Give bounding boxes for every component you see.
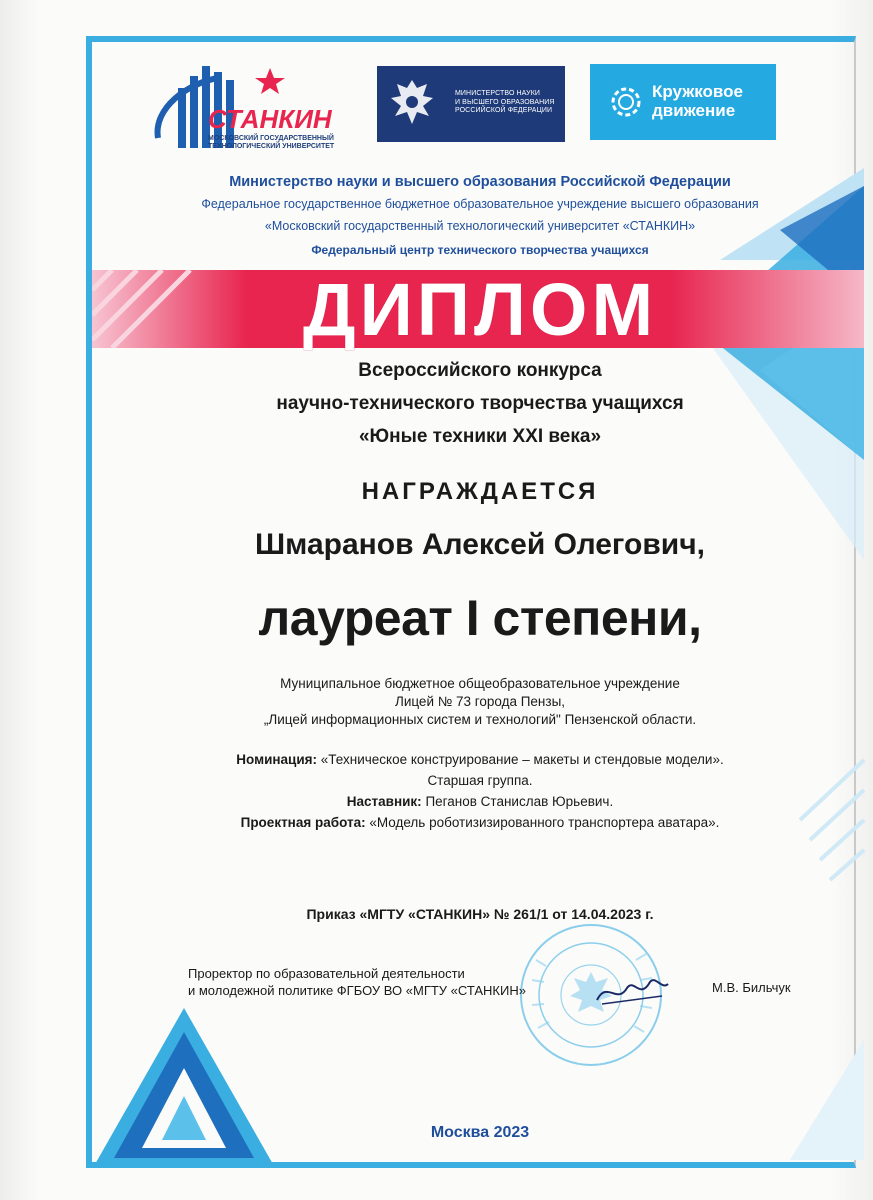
institution-line2: Лицей № 73 города Пензы, <box>394 694 566 709</box>
mentor-value: Пеганов Станислав Юрьевич. <box>425 794 614 809</box>
svg-text:МОСКОВСКИЙ ГОСУДАРСТВЕННЫЙ: МОСКОВСКИЙ ГОСУДАРСТВЕННЫЙ <box>208 135 334 142</box>
ministry-line3: РОССИЙСКОЙ ФЕДЕРАЦИИ <box>455 107 553 114</box>
handwritten-signature <box>592 970 672 1010</box>
center-name: Федеральный центр технического творчества учащихся <box>311 243 649 257</box>
awarded-heading: НАГРАЖДАЕТСЯ <box>361 478 599 505</box>
signatory-name: М.В. Бильчук <box>712 980 791 995</box>
ministry-logo <box>377 66 565 142</box>
kruzhok-line1: Кружковое <box>652 82 743 101</box>
mentor-line <box>100 794 860 809</box>
university-name: «Московский государственный технологический университет «СТАНКИН» <box>264 219 696 233</box>
signatory-position <box>188 965 526 999</box>
ministry-line1: МИНИСТЕРСТВО НАУКИ <box>455 90 541 97</box>
eagle-emblem-icon <box>377 66 447 142</box>
project-label: Проектная работа: <box>240 815 366 830</box>
recipient-name: Шмаранов Алексей Олегович, <box>255 528 705 561</box>
project-line <box>100 815 860 830</box>
institution-line3: „Лицей информационных систем и технологий" Пензенской области. <box>263 712 697 727</box>
order-reference: Приказ «МГТУ «СТАНКИН» № 261/1 от 14.04.2023 г. <box>306 906 654 922</box>
ministry-heading: Министерство науки и высшего образования Российской Федерации <box>229 174 731 190</box>
nomination-line <box>100 752 860 767</box>
mentor-label: Наставник: <box>346 794 422 809</box>
kruzhok-logo <box>590 64 776 140</box>
nomination-value: «Техническое конструирование – макеты и стендовые модели». <box>320 752 724 767</box>
ministry-logo-text <box>455 90 555 116</box>
institution-type: Федеральное государственное бюджетное образовательное учреждение высшего образования <box>201 197 759 211</box>
group-line: Старшая группа. <box>427 773 533 788</box>
svg-text:СТАНКИН: СТАНКИН <box>208 104 332 134</box>
nomination-label: Номинация: <box>236 752 318 767</box>
institution-line1: Муниципальное бюджетное общеобразовательное учреждение <box>280 676 680 691</box>
project-value: «Модель роботизизированного транспортера аватара». <box>369 815 720 830</box>
kruzhok-ring-icon <box>590 64 650 140</box>
award-degree: лауреат I степени, <box>258 590 702 646</box>
signatory-line1: Проректор по образовательной деятельности <box>188 966 465 981</box>
svg-text:ТЕХНОЛОГИЧЕСКИЙ УНИВЕРСИТЕТ: ТЕХНОЛОГИЧЕСКИЙ УНИВЕРСИТЕТ <box>208 143 335 150</box>
kruzhok-logo-text <box>652 82 743 120</box>
stankin-triangle-emblem <box>94 1008 274 1166</box>
contest-line3: «Юные техники XXI века» <box>358 426 602 447</box>
diploma-title: ДИПЛОМ <box>302 268 658 351</box>
ministry-line2: И ВЫСШЕГО ОБРАЗОВАНИЯ <box>455 98 555 106</box>
signatory-line2: и молодежной политике ФГБОУ ВО «МГТУ «СТАНКИН» <box>188 983 526 998</box>
stankin-logo <box>148 58 348 168</box>
contest-line1: Всероссийского конкурса <box>358 360 602 381</box>
city-year: Москва 2023 <box>430 1124 530 1141</box>
kruzhok-line2: движение <box>652 101 736 120</box>
contest-line2: научно-технического творчества учащихся <box>276 393 684 414</box>
